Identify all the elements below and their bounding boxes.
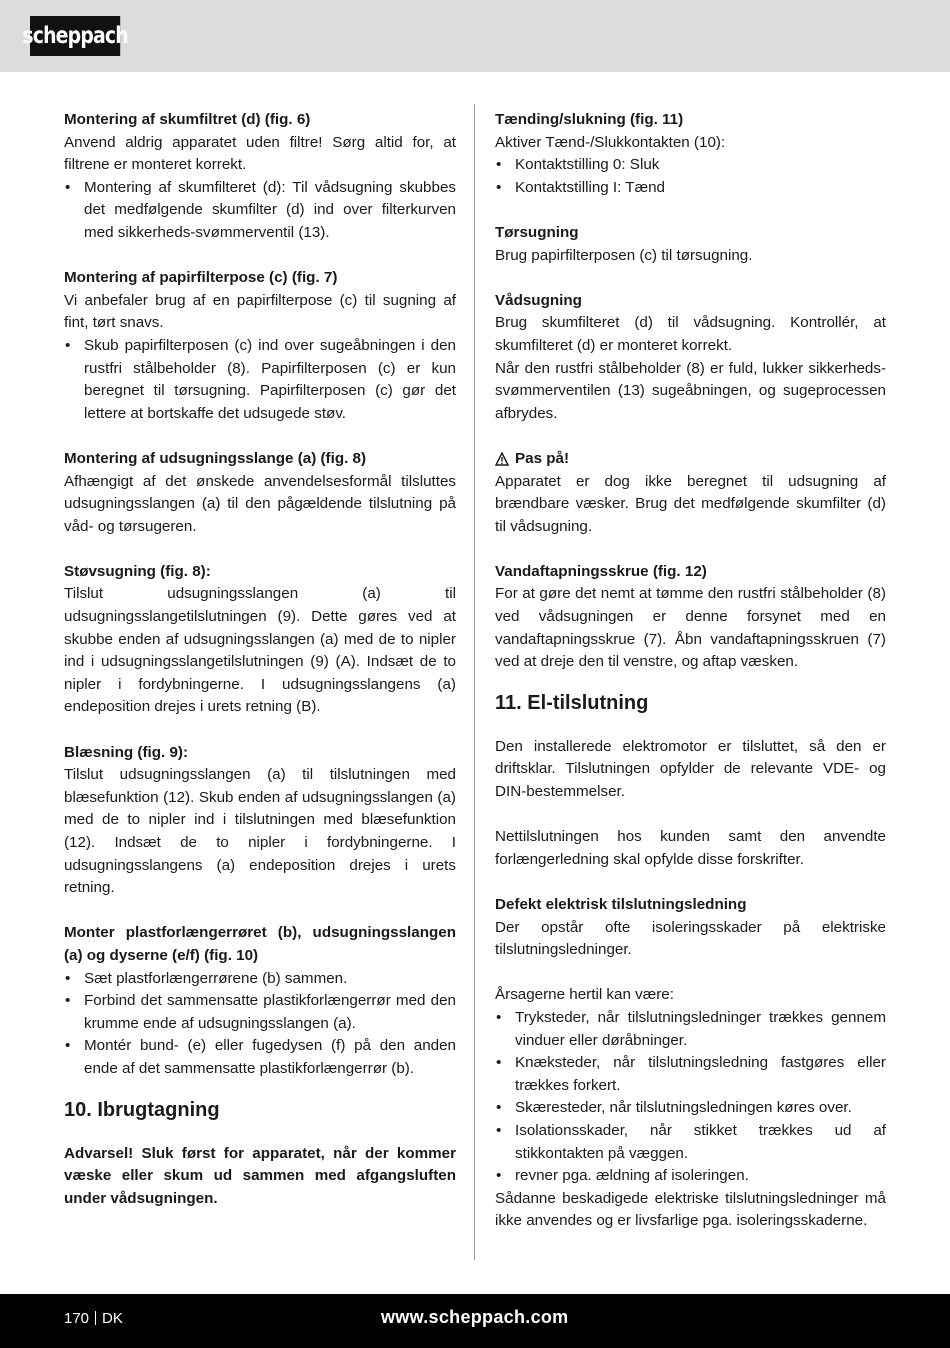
page-separator (95, 1311, 96, 1325)
paragraph: Tilslut udsugningsslangen (a) til udsugningsslangetilslutningen (9). Dette gøres ved at skubbe enden af udsugningsslangen (a) med de to nipler ind i udsugningsslangetilslutningen (9) (A). Indsæt de to nipler i fordybningerne. I udsugningsslangens (a) endeposition drejes i urets retning (B). (64, 585, 456, 716)
section-title-electrical: 11. El-tilslutning (495, 691, 649, 714)
column-divider (474, 104, 475, 1260)
warning-triangle-icon (495, 452, 509, 466)
list-item: • revner pga. ældning af isoleringen. (495, 1165, 886, 1188)
paragraph: Tilslut udsugningsslangen (a) til tilslutningen med blæsefunktion (12). Skub enden af udsugningsslangen (a) med de to nipler ind i tilslutningen med blæsefunktion (12). Indsæt de to nipler i fordybningerne. I udsugningsslangens (a) endeposition drejes i urets retning. (64, 766, 456, 897)
heading-drain-screw: Vandaftapningsskrue (fig. 12) (495, 562, 707, 580)
paragraph: Aktiver Tænd-/Slukkontakten (10): (495, 133, 726, 151)
paragraph: Når den rustfri stålbeholder (8) er fuld, lukker sikkerheds-svømmerventilen (13) sugeåbningen, og sugeprocessen afbrydes. (495, 359, 886, 422)
paragraph: Afhængigt af det ønskede anvendelsesformål tilsluttes udsugningsslangen (a) til den pågældende tilslutning på våd- og tørsugeren. (64, 472, 456, 535)
heading-dry-suction: Tørsugning (495, 223, 579, 241)
page-header (0, 0, 950, 72)
website-link[interactable]: www.scheppach.com (381, 1307, 569, 1327)
paragraph: Nettilslutningen hos kunden samt den anvendte forlængerledning skal opfylde disse forskrifter. (495, 828, 886, 868)
bullet-list (64, 968, 456, 1081)
left-column (64, 109, 456, 1210)
heading-vacuuming: Støvsugning (fig. 8): (64, 562, 211, 580)
list-item: • Knæksteder, når tilslutningsledning fastgøres eller trækkes forkert. (495, 1052, 886, 1097)
heading-blowing: Blæsning (fig. 9): (64, 743, 189, 761)
warning-text: Advarsel! Sluk først for apparatet, når der kommer væske eller skum ud sammen med afgangsluften under vådsugningen. (64, 1144, 456, 1207)
heading-foam-filter: Montering af skumfiltret (d) (fig. 6) (64, 111, 311, 128)
list-item: • Skub papirfilterposen (c) ind over sugeåbningen i den rustfri stålbeholder (8). Papirfilterposen (c) er kun beregnet til tørsugning. Papirfilterposen (c) gør det lettere at bortskaffe det udsugede støv. (64, 335, 456, 425)
heading-wet-suction: Vådsugning (495, 291, 582, 309)
list-item: • Kontaktstilling 0: Sluk (495, 154, 886, 177)
list-item: • Skæresteder, når tilslutningsledningen køres over. (495, 1097, 886, 1120)
bullet-list (64, 335, 456, 425)
bullet-list (495, 154, 886, 199)
list-item: • Forbind det sammensatte plastikforlængerrør med den krumme ende af udsugningsslangen (a). (64, 990, 456, 1035)
paragraph: Sådanne beskadigede elektriske tilslutningsledninger må ikke anvendes og er livsfarlige pga. isoleringsskaderne. (495, 1189, 886, 1230)
heading-extension-tube: Monter plastforlængerrøret (b), udsugningsslangen (a) og dyserne (e/f) (fig. 10) (64, 924, 456, 964)
scheppach-logo: scheppach (30, 16, 120, 56)
paragraph: For at gøre det nemt at tømme den rustfri stålbeholder (8) ved vådsugningen er denne forsynet med en vandaftapningsskrue (7). Åbn vandaftapningsskruen (7) ved at dreje den til venstre, og aftap væsken. (495, 585, 886, 671)
page-number: 170 (64, 1310, 90, 1327)
heading-hose: Montering af udsugningsslange (a) (fig. 8) (64, 449, 367, 467)
paragraph: Vi anbefaler brug af en papirfilterpose (c) til sugning af fint, tørt snavs. (64, 291, 456, 332)
paragraph: Årsagerne hertil kan være: (495, 986, 674, 1004)
paragraph: Brug papirfilterposen (c) til tørsugning. (495, 246, 753, 264)
language-code: DK (102, 1310, 123, 1327)
heading-on-off: Tænding/slukning (fig. 11) (495, 111, 684, 128)
paragraph: Apparatet er dog ikke beregnet til udsugning af brændbare væsker. Brug det medfølgende skumfilter (d) til vådsugning. (495, 472, 886, 535)
list-item: • Montering af skumfilteret (d): Til vådsugning skubbes det medfølgende skumfilter (d) ind over filterkurven med sikkerheds-svømmerventil (13). (64, 177, 456, 245)
section-title-startup: 10. Ibrugtagning (64, 1098, 220, 1121)
bullet-list (495, 1007, 886, 1188)
paragraph: Den installerede elektromotor er tilsluttet, så den er driftsklar. Tilslutningen opfylder de relevante VDE- og DIN-bestemmelser. (495, 737, 886, 801)
heading-paper-filter: Montering af papirfilterpose (c) (fig. 7) (64, 269, 338, 287)
list-item: • Sæt plastforlængerrørene (b) sammen. (64, 968, 456, 991)
page-number-block (64, 1310, 123, 1327)
caution-label: Pas på! (515, 449, 570, 467)
list-item: • Tryksteder, når tilslutningsledninger trækkes gennem vinduer eller døråbninger. (495, 1007, 886, 1052)
paragraph: Der opstår ofte isoleringsskader på elektriske tilslutningsledninger. (495, 918, 886, 959)
right-column (495, 109, 886, 1233)
bullet-list (64, 177, 456, 245)
list-item: • Montér bund- (e) eller fugedysen (f) på den anden ende af det sammensatte plastikforlængerrør (b). (64, 1035, 456, 1080)
paragraph: Brug skumfilteret (d) til vådsugning. Kontrollér, at skumfilteret (d) er monteret korrekt. (495, 314, 886, 354)
list-item: • Kontaktstilling I: Tænd (495, 177, 886, 200)
page-footer (0, 1294, 950, 1348)
heading-defective-cable: Defekt elektrisk tilslutningsledning (495, 896, 747, 913)
list-item: • Isolationsskader, når stikket trækkes ud af stikkontakten på væggen. (495, 1120, 886, 1165)
paragraph: Anvend aldrig apparatet uden filtre! Sørg altid for, at filtrene er monteret korrekt. (64, 133, 456, 174)
caution-heading (495, 448, 886, 471)
